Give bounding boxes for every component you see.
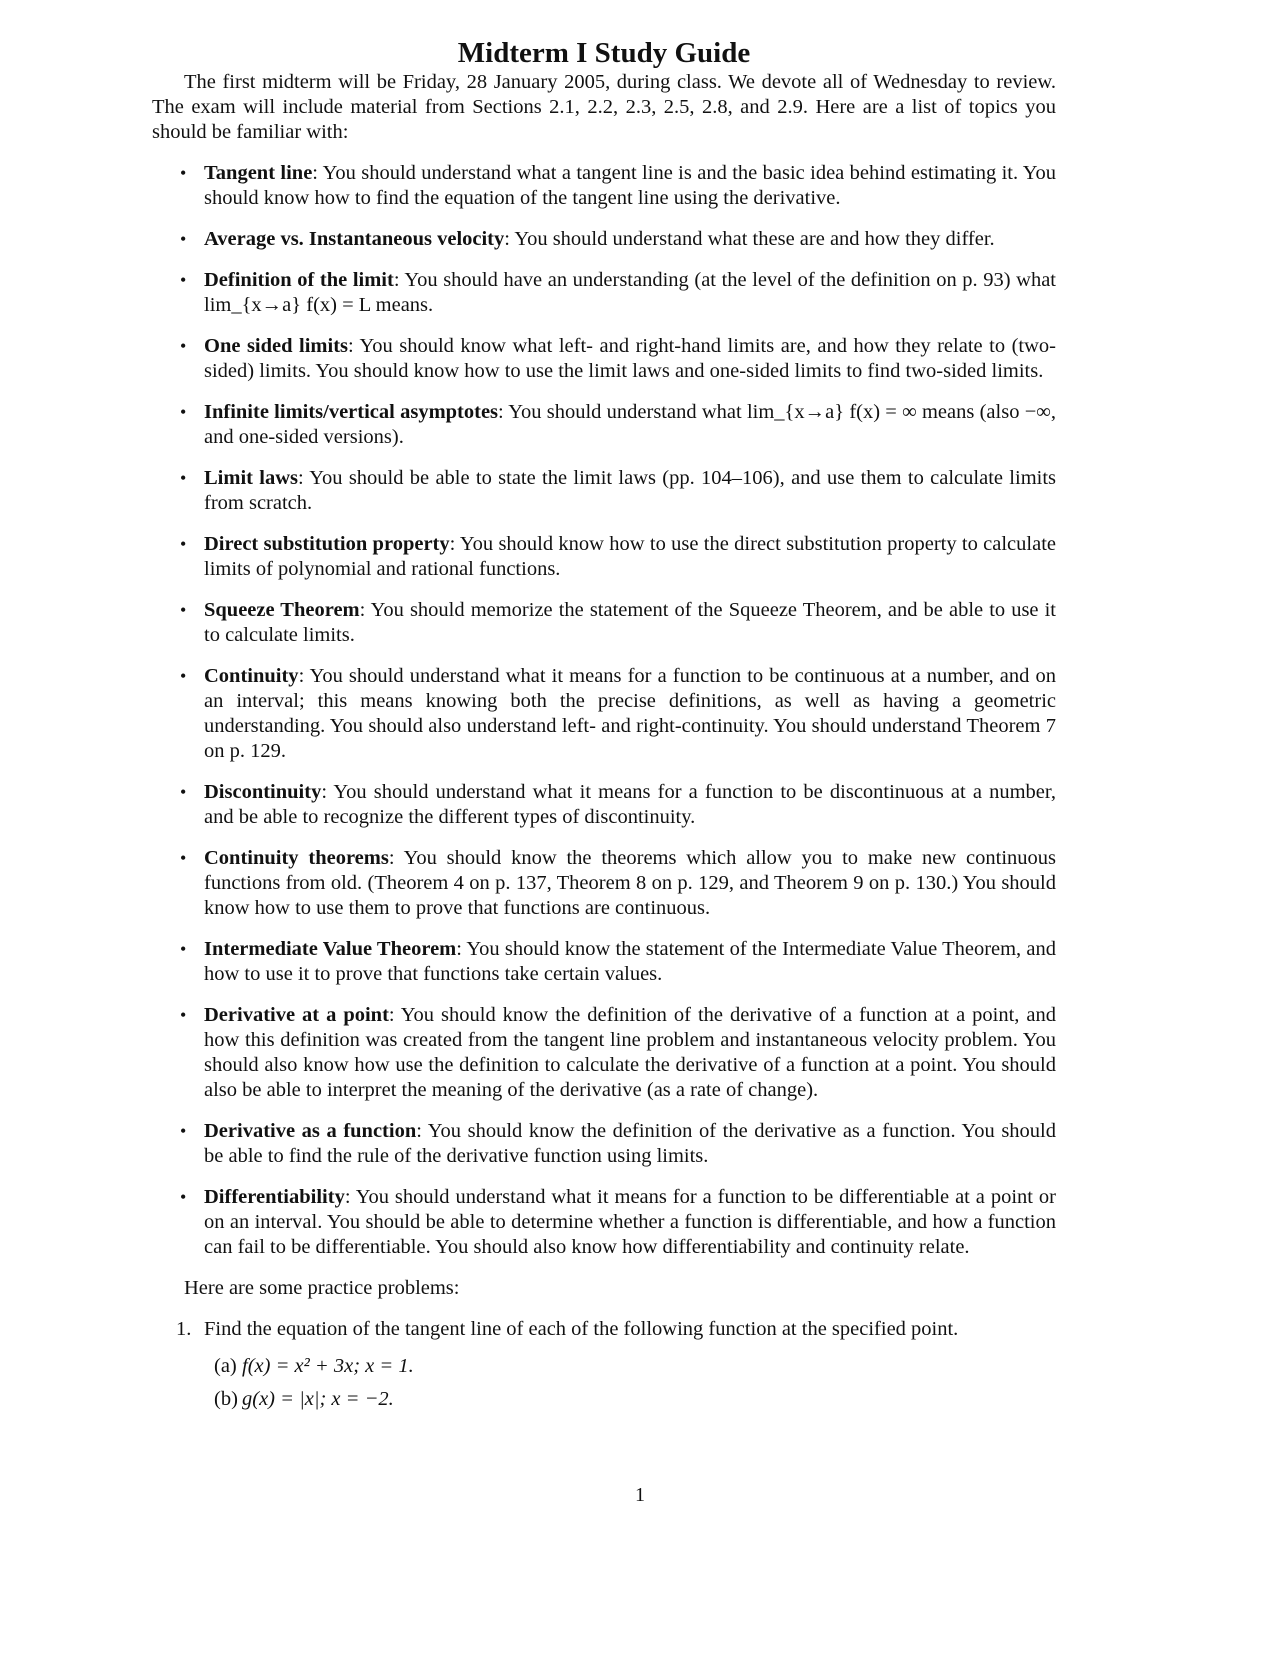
bullet-icon: • (180, 782, 187, 802)
topic-item (152, 334, 1056, 384)
subpart-item (204, 1354, 1056, 1379)
topic-item (152, 227, 1056, 252)
bullet-icon: • (180, 336, 187, 356)
topic-name: Intermediate Value Theorem (204, 938, 457, 960)
topic-description: : You should know the definition of the derivative as a function. You should be able to find the rule of the derivative function using limits. (204, 1120, 1056, 1167)
bullet-icon: • (180, 1121, 187, 1141)
problem-number: 1. (176, 1318, 192, 1340)
topic-description: : You should memorize the statement of the Squeeze Theorem, and be able to use it to calculate limits. (204, 599, 1056, 646)
topic-name: Limit laws (204, 467, 299, 489)
topic-item (152, 1185, 1056, 1260)
topic-description: : You should have an understanding (at the level of the definition on p. 93) what lim_{x→a} f(x) = L means. (204, 269, 1057, 316)
topic-item (152, 400, 1056, 450)
topic-description: : You should understand what it means for a function to be discontinuous at a number, and be able to recognize the different types of discontinuity. (204, 781, 1056, 828)
topic-description: : You should be able to state the limit laws (pp. 104–106), and use them to calculate limits from scratch. (204, 467, 1057, 514)
topic-item (152, 780, 1056, 830)
topic-item (152, 1003, 1056, 1103)
bullet-icon: • (180, 1187, 187, 1207)
topic-name: One sided limits (204, 335, 349, 357)
bullet-icon: • (180, 1005, 187, 1025)
problem-item (152, 1317, 1056, 1412)
bullet-icon: • (180, 270, 187, 290)
topic-item (152, 1119, 1056, 1169)
topic-description: : You should know what left- and right-hand limits are, and how they relate to (two-sided) limits. You should know how to use the limit laws and one-sided limits to find two-sided limits. (204, 335, 1056, 382)
bullet-icon: • (180, 666, 187, 686)
problem-list (152, 1317, 1056, 1412)
topic-name: Definition of the limit (204, 269, 394, 291)
topic-name: Tangent line (204, 162, 313, 184)
topic-name: Derivative as a function (204, 1120, 417, 1142)
topic-item (152, 466, 1056, 516)
topic-description: : You should know the statement of the Intermediate Value Theorem, and how to use it to prove that functions take certain values. (204, 938, 1056, 985)
topic-item (152, 532, 1056, 582)
practice-intro: Here are some practice problems: (184, 1277, 460, 1299)
topic-item (152, 598, 1056, 648)
topic-item (152, 161, 1056, 211)
topic-item (152, 846, 1056, 921)
topic-name: Continuity theorems (204, 847, 389, 869)
topic-description: : You should know how to use the direct substitution property to calculate limits of polynomial and rational functions. (204, 533, 1056, 580)
bullet-icon: • (180, 534, 187, 554)
topic-name: Average vs. Instantaneous velocity (204, 228, 505, 250)
page-number: 1 (635, 1484, 645, 1506)
subpart-label: (b) (214, 1388, 238, 1410)
topic-name: Discontinuity (204, 781, 322, 803)
document-page (152, 36, 1056, 1420)
bullet-icon: • (180, 848, 187, 868)
topic-item (152, 268, 1056, 318)
page-title: Midterm I Study Guide (457, 37, 751, 69)
subpart-text: g(x) = |x|; x = −2. (242, 1388, 394, 1410)
topic-description: : You should understand what these are and how they differ. (504, 228, 995, 250)
subpart-text: f(x) = x² + 3x; x = 1. (242, 1355, 414, 1377)
topic-item (152, 664, 1056, 764)
bullet-icon: • (180, 402, 187, 422)
topic-name: Continuity (204, 665, 299, 687)
topic-description: : You should know the theorems which allow you to make new continuous functions from old. (Theorem 4 on p. 137, Theorem 8 on p. 129, and Theorem 9 on p. 130.) You should know how to use them to prove that functions are continuous. (204, 847, 1056, 919)
topic-name: Infinite limits/vertical asymptotes (204, 401, 499, 423)
topic-description: : You should understand what a tangent line is and the basic idea behind estimating it. You should know how to find the equation of the tangent line using the derivative. (204, 162, 1056, 209)
bullet-icon: • (180, 229, 187, 249)
subpart-item (204, 1387, 1056, 1412)
bullet-icon: • (180, 600, 187, 620)
topic-description: : You should know the definition of the derivative of a function at a point, and how this definition was created from the tangent line problem and instantaneous velocity problem. You should also know how use the definition to calculate the derivative of a function at a point. You should also be able to interpret the meaning of the derivative (as a rate of change). (204, 1004, 1056, 1101)
topic-name: Direct substitution property (204, 533, 450, 555)
topic-description: : You should understand what lim_{x→a} f(x) = ∞ means (also −∞, and one-sided versions). (204, 401, 1056, 448)
problem-text: Find the equation of the tangent line of each of the following function at the specified point. (204, 1318, 959, 1340)
topic-list (152, 161, 1056, 1260)
topic-name: Derivative at a point (204, 1004, 389, 1026)
topic-name: Differentiability (204, 1186, 345, 1208)
subpart-list (204, 1354, 1056, 1412)
bullet-icon: • (180, 939, 187, 959)
bullet-icon: • (180, 163, 187, 183)
topic-item (152, 937, 1056, 987)
subpart-label: (a) (214, 1355, 237, 1377)
topic-description: : You should understand what it means for a function to be continuous at a number, and on an interval; this means knowing both the precise definitions, as well as having a geometric understanding. You should also understand left- and right-continuity. You should understand Theorem 7 on p. 129. (204, 665, 1056, 762)
intro-paragraph: The first midterm will be Friday, 28 January 2005, during class. We devote all of Wednesday to review. The exam will include material from Sections 2.1, 2.2, 2.3, 2.5, 2.8, and 2.9. Here are a list of topics you should be familiar with: (152, 71, 1056, 143)
topic-name: Squeeze Theorem (204, 599, 360, 621)
topic-description: : You should understand what it means for a function to be differentiable at a point or on an interval. You should be able to determine whether a function is differentiable, and how a function can fail to be differentiable. You should also know how differentiability and continuity relate. (204, 1186, 1056, 1258)
bullet-icon: • (180, 468, 187, 488)
